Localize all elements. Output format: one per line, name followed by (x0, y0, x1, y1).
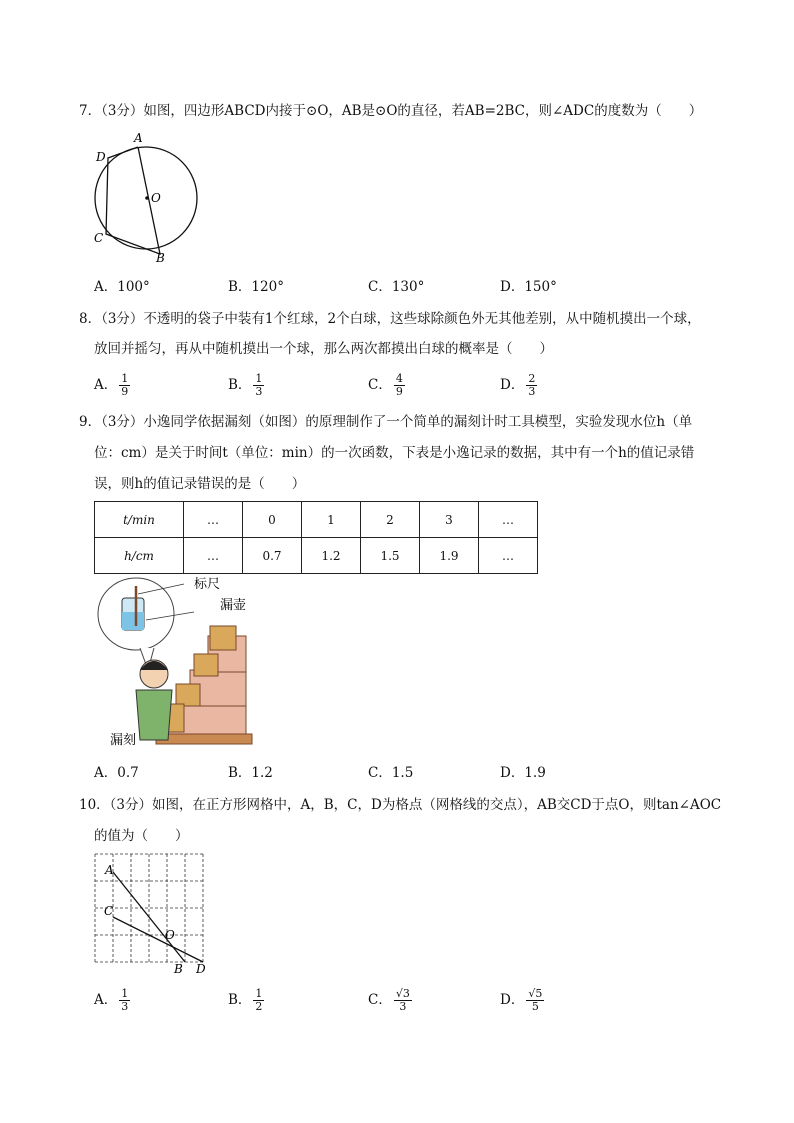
q7-option-c[interactable]: C．130° (368, 279, 425, 295)
pot-label: 漏壶 (220, 598, 247, 613)
q7-label-d: D (96, 150, 106, 164)
q9-clepsydra-illustration (96, 574, 256, 750)
q10-label-d: D (196, 962, 206, 976)
q9-stem-line1: 9．（3分）小逸同学依据漏刻（如图）的原理制作了一个简单的漏刻计时工具模型，实验发现水位h（单 (79, 414, 693, 430)
q7-stem: 7．（3分）如图，四边形ABCD内接于⊙O，AB是⊙O的直径，若AB=2BC，则∠ADC的度数为（ ） (79, 103, 703, 119)
q9-data-table (94, 501, 538, 574)
q10-option-d[interactable]: D． $\frac{√5}{5}$ (500, 987, 543, 1013)
q7-circle-figure (88, 128, 208, 266)
q10-grid-figure (90, 850, 220, 978)
table-row: h/cm … 0.7 1.2 1.5 1.9 … (95, 538, 538, 574)
q10-stem-line1: 10．（3分）如图，在正方形网格中，A，B，C，D为格点（网格线的交点），AB交CD于点O，则tan∠AOC (79, 797, 722, 813)
clepsydra-label: 漏刻 (110, 733, 137, 748)
q9-stem-line2: 位：cm）是关于时间t（单位：min）的一次函数，下表是小逸记录的数据，其中有一个h的值记录错 (94, 445, 695, 461)
q9-stem-line3: 误，则h的值记录错误的是（ ） (94, 476, 306, 492)
q7-label-b: B (156, 251, 165, 265)
q8-option-d[interactable]: D． $\frac{2}{3}$ (500, 372, 536, 398)
q10-stem-line2: 的值为（ ） (94, 828, 189, 844)
q10-option-c[interactable]: C． $\frac{√3}{3}$ (368, 987, 410, 1013)
q8-option-a[interactable]: A． $\frac{1}{9}$ (94, 372, 129, 398)
table-row: t/min … 0 1 2 3 … (95, 502, 538, 538)
q7-option-d[interactable]: D．150° (500, 279, 557, 295)
q10-label-c: C (104, 904, 114, 918)
q8-option-c[interactable]: C． $\frac{4}{9}$ (368, 372, 403, 398)
q7-option-a[interactable]: A．100° (94, 279, 150, 295)
q8-stem-line2: 放回并摇匀，再从中随机摸出一个球，那么两次都摸出白球的概率是（ ） (94, 341, 553, 357)
q7-label-a: A (134, 131, 143, 145)
q9-option-c[interactable]: C．1.5 (368, 765, 414, 781)
q10-label-o: O (165, 928, 175, 942)
ruler-label: 标尺 (194, 577, 221, 592)
q9-option-a[interactable]: A．0.7 (94, 765, 139, 781)
q7-label-c: C (94, 231, 104, 245)
q8-stem-line1: 8．（3分）不透明的袋子中装有1个红球，2个白球，这些球除颜色外无其他差别，从中随机摸出一个球， (79, 311, 701, 327)
q8-option-b[interactable]: B． $\frac{1}{3}$ (228, 372, 263, 398)
q9-option-d[interactable]: D．1.9 (500, 765, 546, 781)
q9-option-b[interactable]: B．1.2 (228, 765, 273, 781)
q7-label-o: O (151, 191, 161, 205)
q10-option-a[interactable]: A． $\frac{1}{3}$ (94, 987, 129, 1013)
q7-option-b[interactable]: B．120° (228, 279, 284, 295)
q10-label-b: B (174, 962, 183, 976)
q10-label-a: A (105, 863, 114, 877)
q10-option-b[interactable]: B． $\frac{1}{2}$ (228, 987, 263, 1013)
